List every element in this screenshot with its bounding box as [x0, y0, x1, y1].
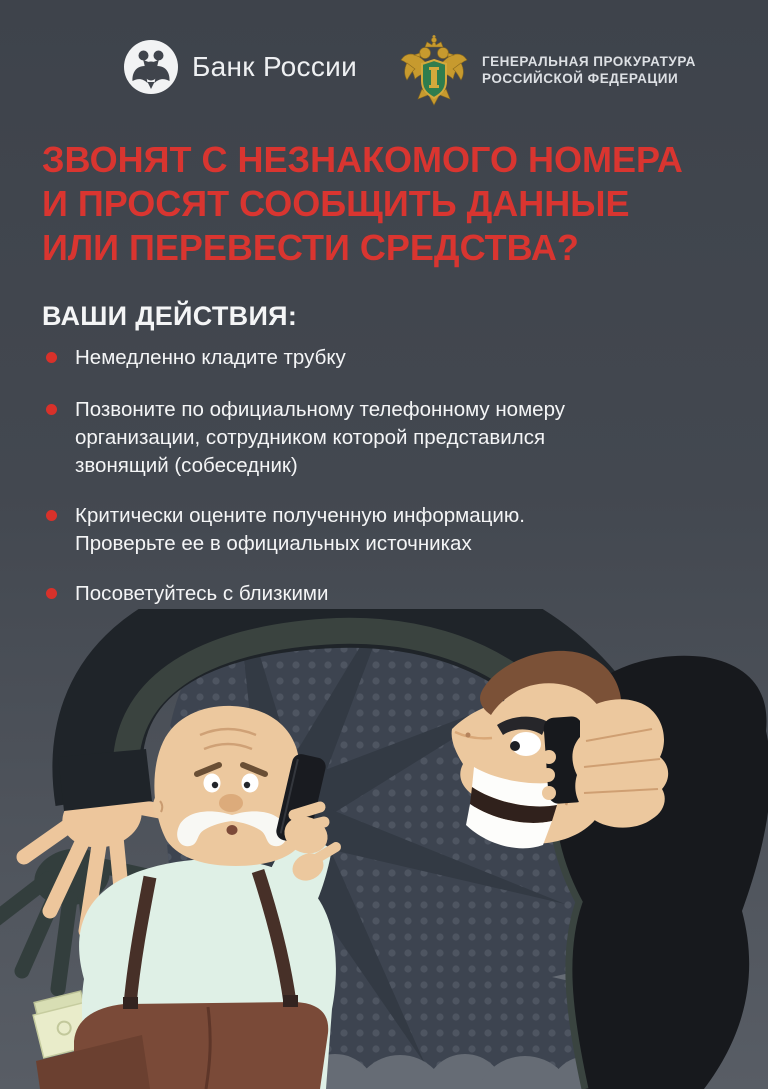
actions-list: [42, 344, 740, 630]
bank-of-russia-logo: [124, 40, 357, 94]
list-item: [42, 396, 740, 480]
list-item-text: Немедленно кладите трубку: [75, 346, 346, 369]
sleeve-cuff: [58, 749, 152, 811]
list-item-text: Проверьте ее в официальных источниках: [75, 532, 472, 555]
mouth: [227, 825, 238, 835]
list-item-text: Позвоните по официальному телефонному номеру: [75, 398, 565, 421]
headline-line2: И ПРОСЯТ СООБЩИТЬ ДАННЫЕ: [42, 183, 630, 224]
nose: [219, 794, 243, 812]
phone-scam-cartoon: [0, 609, 768, 1089]
list-item: [42, 502, 740, 558]
list-item: [42, 344, 740, 372]
bullet-icon: [46, 352, 57, 363]
prosecutor-label: [482, 53, 696, 87]
list-item-text: звонящий (собеседник): [75, 454, 298, 477]
headline: [42, 138, 748, 270]
prosecutor-label-line2: РОССИЙСКОЙ ФЕДЕРАЦИИ: [482, 71, 679, 86]
bullet-icon: [46, 588, 57, 599]
bullet-icon: [46, 510, 57, 521]
list-item: [42, 580, 740, 608]
bullet-icon: [46, 404, 57, 415]
list-item-text: организации, сотрудником которой представился: [75, 426, 546, 449]
scam-illustration: [0, 609, 768, 1089]
actions-title: ВАШИ ДЕЙСТВИЯ:: [42, 301, 298, 331]
headline-line1: ЗВОНЯТ С НЕЗНАКОМОГО НОМЕРА: [42, 139, 683, 180]
bank-eagle-icon: [124, 40, 178, 94]
prosecutor-logo: [398, 33, 696, 107]
bank-of-russia-label: Банк России: [192, 51, 358, 82]
prosecutor-emblem-icon: [398, 33, 470, 107]
prosecutor-label-line1: ГЕНЕРАЛЬНАЯ ПРОКУРАТУРА: [482, 54, 696, 69]
list-item-text: Критически оцените полученную информацию.: [75, 504, 525, 527]
headline-line3: ИЛИ ПЕРЕВЕСТИ СРЕДСТВА?: [42, 227, 579, 268]
list-item-text: Посоветуйтесь с близкими: [75, 582, 329, 605]
